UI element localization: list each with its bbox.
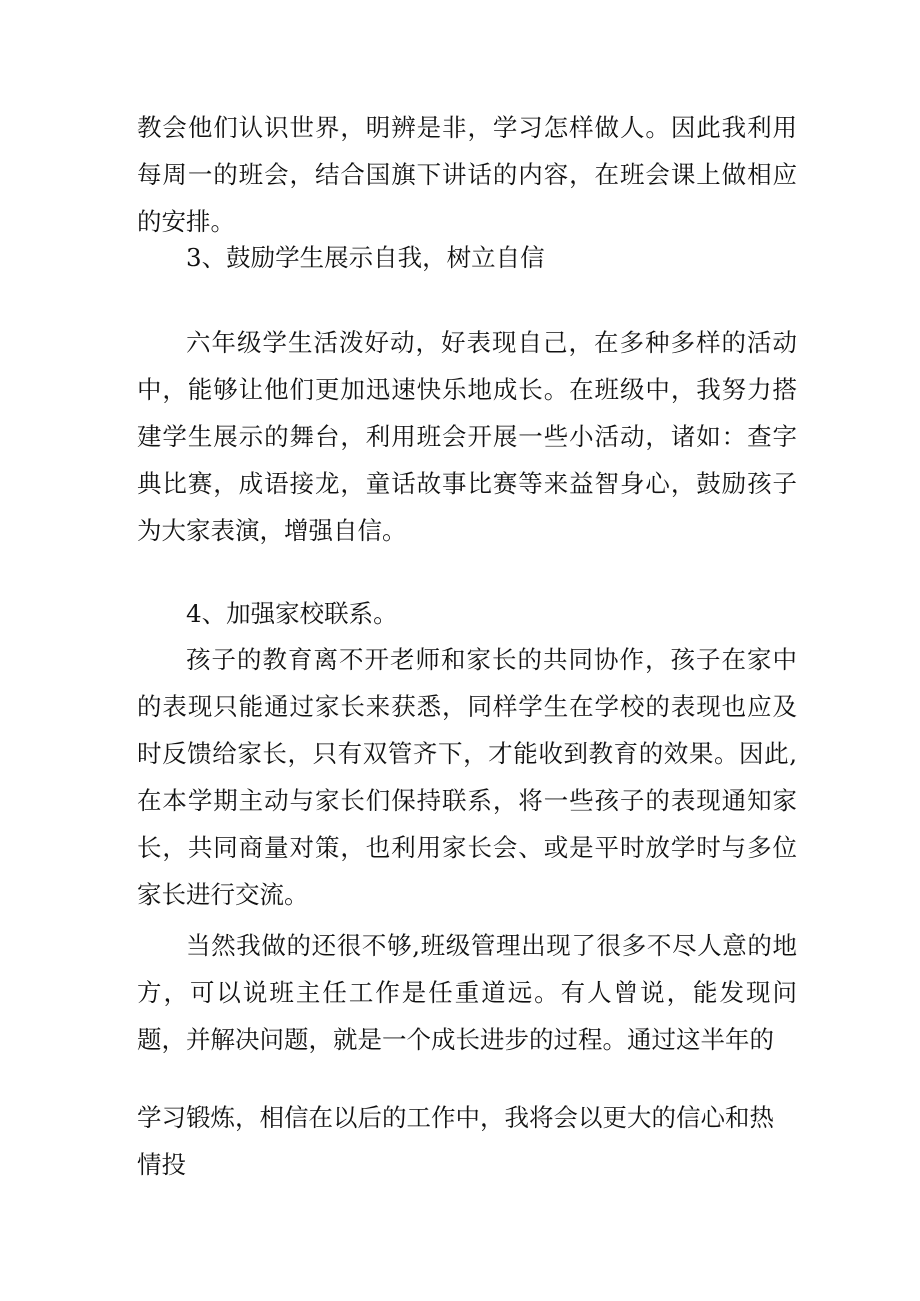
- heading-encourage-self-confidence: 3、鼓励学生展示自我，树立自信: [186, 243, 545, 272]
- paragraph-reflection: 当然我做的还很不够,班级管理出现了很多不尽人意的地方，可以说班主任工作是任重道远。有人曾说，能发现问题，并解决问题，就是一个成长进步的过程。通过这半年的: [137, 931, 797, 1054]
- paragraph-intro-continued: 教会他们认识世界，明辨是非，学习怎样做人。因此我利用每周一的班会，结合国旗下讲话的内容，在班会课上做相应的安排。: [137, 113, 797, 236]
- paragraph-activities: 六年级学生活泼好动，好表现自己，在多种多样的活动中，能够让他们更加迅速快乐地成长。在班级中，我努力搭建学生展示的舞台，利用班会开展一些小活动，诸如：查字典比赛，成语接龙，童话故事比赛等来益智身心，鼓励孩子为大家表演，增强自信。: [137, 328, 797, 545]
- paragraph-closing-fragment: 学习锻炼，相信在以后的工作中，我将会以更大的信心和热情投: [137, 1103, 774, 1179]
- heading-home-school-contact: 4、加强家校联系。: [186, 599, 398, 628]
- paragraph-parent-cooperation: 孩子的教育离不开老师和家长的共同协作，孩子在家中的表现只能通过家长来获悉，同样学生在学校的表现也应及时反馈给家长，只有双管齐下，才能收到教育的效果。因此,在本学期主动与家长们保持联系，将一些孩子的表现通知家长，共同商量对策，也利用家长会、或是平时放学时与多位家长进行交流。: [137, 645, 797, 909]
